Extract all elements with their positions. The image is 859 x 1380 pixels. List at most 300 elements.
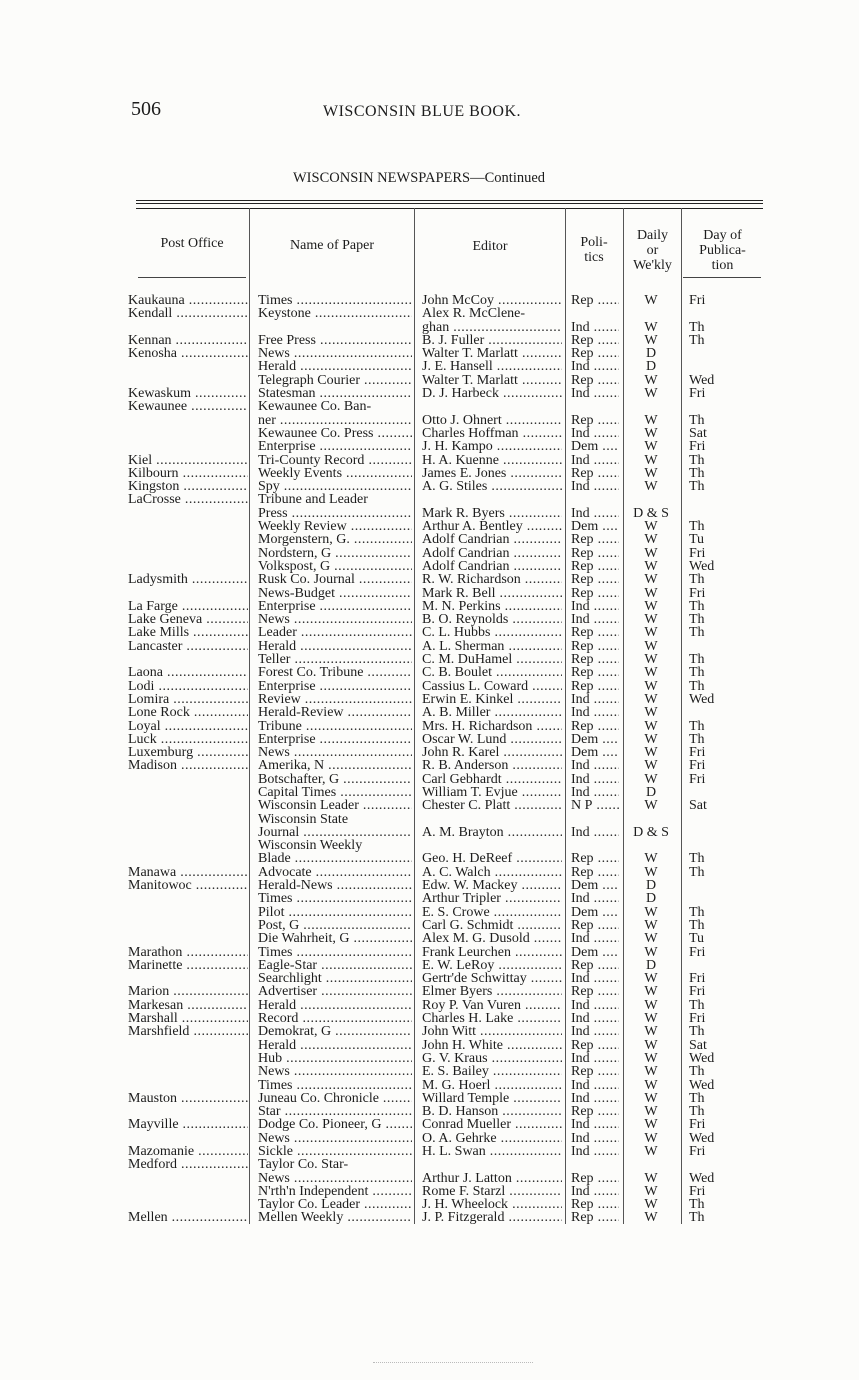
paper-name-cell: Kewaunee Co. Ban- <box>258 400 372 414</box>
editor-cell: E. S. Bailey ..... <box>422 1065 562 1078</box>
table-row <box>0 999 859 1012</box>
paper-name-cell: Herald-News ..... <box>258 879 412 892</box>
politics-cell: Rep ..... <box>571 334 619 347</box>
publication-day-cell: Fri <box>689 985 706 999</box>
editor-cell: Arthur J. Latton ..... <box>422 1172 562 1185</box>
frequency-cell: W <box>644 520 658 534</box>
header-daily-weekly <box>624 228 681 273</box>
table-row <box>0 759 859 772</box>
editor-cell: Alex R. McClene- <box>422 307 526 321</box>
post-office-cell: Marathon ..... <box>128 946 248 959</box>
post-office-cell: Marion ..... <box>128 985 248 998</box>
table-row <box>0 347 859 360</box>
table-row <box>0 626 859 639</box>
post-office-cell: Manawa ..... <box>128 866 248 879</box>
editor-cell: Walter T. Marlatt ..... <box>422 374 562 387</box>
publication-day-cell: Th <box>689 732 705 747</box>
post-office-cell: Kilbourn ..... <box>128 467 248 480</box>
post-office-cell: Kennan ..... <box>128 334 248 347</box>
editor-cell: Gertr'de Schwittay ..... <box>422 972 562 985</box>
frequency-cell: W <box>644 320 658 334</box>
paper-name-cell: Wisconsin Weekly <box>258 839 363 853</box>
post-office-cell: Marshall ..... <box>128 1012 248 1025</box>
politics-cell: Rep ..... <box>571 959 619 972</box>
paper-name-cell: Wisconsin Leader ..... <box>258 799 412 812</box>
paper-name-cell: Press ..... <box>258 507 412 520</box>
post-office-cell: La Farge ..... <box>128 600 248 613</box>
frequency-cell: W <box>644 1065 658 1079</box>
table-row <box>0 653 859 666</box>
table-row <box>0 600 859 613</box>
header-daily-line: We'kly <box>633 258 672 273</box>
politics-cell: Ind ..... <box>571 1092 619 1105</box>
paper-name-cell: Journal ..... <box>258 826 412 839</box>
publication-day-cell: Th <box>689 852 705 866</box>
table-row <box>0 480 859 493</box>
header-top-rule <box>136 208 763 209</box>
post-office-cell: Kenosha ..... <box>128 347 248 360</box>
publication-day-cell: Wed <box>689 559 715 574</box>
politics-cell: Rep ..... <box>571 1211 619 1224</box>
paper-name-cell: Wisconsin State <box>258 812 349 826</box>
publication-day-cell: Tu <box>689 932 705 946</box>
frequency-cell: D <box>645 892 657 906</box>
editor-cell: John McCoy ..... <box>422 294 562 307</box>
publication-day-cell: Th <box>689 1065 705 1079</box>
paper-name-cell: Rusk Co. Journal ..... <box>258 573 412 586</box>
editor-cell: R. W. Richardson ..... <box>422 573 562 586</box>
post-office-cell: Lancaster ..... <box>128 640 248 653</box>
post-office-cell: Mauston ..... <box>128 1092 248 1105</box>
paper-name-cell: Searchlight ..... <box>258 972 412 985</box>
paper-name-cell: Mellen Weekly ..... <box>258 1211 412 1224</box>
frequency-cell: W <box>644 945 658 959</box>
publication-day-cell: Th <box>689 1025 705 1039</box>
table-row <box>0 1105 859 1118</box>
politics-cell: Rep ..... <box>571 414 619 427</box>
publication-day-cell: Th <box>689 1198 705 1212</box>
editor-cell: John H. White ..... <box>422 1039 562 1052</box>
table-row <box>0 360 859 373</box>
frequency-cell: W <box>644 972 658 986</box>
publication-day-cell: Th <box>689 413 705 427</box>
paper-name-cell: News ..... <box>258 1172 412 1185</box>
publication-day-cell: Th <box>689 998 705 1013</box>
publication-day-cell: Th <box>689 333 705 348</box>
table-row <box>0 640 859 653</box>
politics-cell: Ind ..... <box>571 999 619 1012</box>
post-office-cell: Madison ..... <box>128 759 248 772</box>
frequency-cell: W <box>644 466 658 481</box>
post-office-cell: Markesan ..... <box>128 999 248 1012</box>
publication-day-cell: Fri <box>689 294 706 308</box>
politics-cell: Rep ..... <box>571 852 619 865</box>
table-title: WISCONSIN NEWSPAPERS—Continued <box>293 170 546 186</box>
frequency-cell: W <box>644 746 658 760</box>
frequency-cell: W <box>644 426 658 441</box>
paper-name-cell: News ..... <box>258 347 412 360</box>
politics-cell: Ind ..... <box>571 507 619 520</box>
publication-day-cell: Fri <box>689 546 706 560</box>
editor-cell: J. H. Wheelock ..... <box>422 1198 562 1211</box>
frequency-cell: D <box>645 785 657 800</box>
header-post-office: Post Office <box>160 236 224 251</box>
paper-name-cell: Advertiser ..... <box>258 985 412 998</box>
editor-cell: B. J. Fuller ..... <box>422 334 562 347</box>
paper-name-cell: News ..... <box>258 746 412 759</box>
editor-cell: J. P. Fitzgerald ..... <box>422 1211 562 1224</box>
table-row <box>0 706 859 719</box>
table-row <box>0 1211 859 1224</box>
post-office-cell: Mayville ..... <box>128 1118 248 1131</box>
editor-cell: G. V. Kraus ..... <box>422 1052 562 1065</box>
newspaper-table-body <box>0 294 859 1225</box>
header-editor: Editor <box>472 239 508 254</box>
frequency-cell: D & S <box>633 825 669 840</box>
publication-day-cell: Th <box>689 1211 705 1225</box>
frequency-cell: W <box>644 639 658 654</box>
frequency-cell: W <box>644 599 658 614</box>
editor-cell: Walter T. Marlatt ..... <box>422 347 562 360</box>
frequency-cell: W <box>644 772 658 786</box>
politics-cell: Rep ..... <box>571 533 619 546</box>
post-office-cell: Medford ..... <box>128 1158 248 1171</box>
frequency-cell: W <box>644 852 658 866</box>
table-row <box>0 414 859 427</box>
table-row <box>0 932 859 945</box>
politics-cell: Rep ..... <box>571 587 619 600</box>
frequency-cell: W <box>644 387 658 401</box>
frequency-cell: W <box>644 1025 658 1039</box>
frequency-cell: W <box>644 440 658 454</box>
table-row <box>0 440 859 453</box>
politics-cell: Ind ..... <box>571 1052 619 1065</box>
paper-name-cell: Weekly Events ..... <box>258 467 412 480</box>
publication-day-cell: Th <box>689 520 705 534</box>
paper-name-cell: Eagle-Star ..... <box>258 959 412 972</box>
publication-day-cell: Wed <box>689 373 715 388</box>
frequency-cell: W <box>644 719 658 733</box>
paper-name-cell: Sickle ..... <box>258 1145 412 1158</box>
frequency-cell: W <box>644 865 658 880</box>
editor-cell: D. J. Harbeck ..... <box>422 387 562 400</box>
header-day-line: Publica- <box>699 243 746 258</box>
paper-name-cell: Times ..... <box>258 946 412 959</box>
politics-cell: Ind ..... <box>571 360 619 373</box>
header-politics <box>567 235 621 265</box>
frequency-cell: W <box>644 706 658 720</box>
editor-cell: Mark R. Bell ..... <box>422 587 562 600</box>
publication-day-cell: Sat <box>689 426 707 441</box>
frequency-cell: W <box>644 1198 658 1212</box>
table-row <box>0 906 859 919</box>
editor-cell: A. G. Stiles ..... <box>422 480 562 493</box>
paper-name-cell: News-Budget ..... <box>258 587 412 600</box>
publication-day-cell: Th <box>689 1105 705 1119</box>
editor-cell: Chester C. Platt ..... <box>422 799 562 812</box>
table-row <box>0 560 859 573</box>
paper-name-cell: Statesman ..... <box>258 387 412 400</box>
editor-cell: M. G. Hoerl ..... <box>422 1079 562 1092</box>
paper-name-cell: Tribune and Leader <box>258 493 368 507</box>
politics-cell: Rep ..... <box>571 347 619 360</box>
post-office-cell: Marshfield ..... <box>128 1025 248 1038</box>
frequency-cell: W <box>644 546 658 560</box>
politics-cell: Rep ..... <box>571 985 619 998</box>
table-row <box>0 813 859 826</box>
table-row <box>0 919 859 932</box>
politics-cell: Rep ..... <box>571 640 619 653</box>
politics-cell: Ind ..... <box>571 600 619 613</box>
post-office-cell: Lodi ..... <box>128 680 248 693</box>
editor-cell: Mark R. Byers ..... <box>422 507 562 520</box>
politics-cell: Rep ..... <box>571 720 619 733</box>
editor-cell: A. C. Walch ..... <box>422 866 562 879</box>
table-row <box>0 547 859 560</box>
paper-name-cell: Free Press ..... <box>258 334 412 347</box>
editor-cell: Carl Gebhardt ..... <box>422 773 562 786</box>
paper-name-cell: Herald ..... <box>258 1039 412 1052</box>
politics-cell: Dem ..... <box>571 879 619 892</box>
header-daily-line: or <box>646 243 659 258</box>
running-head: WISCONSIN BLUE BOOK. <box>323 103 521 120</box>
politics-cell: Ind ..... <box>571 786 619 799</box>
frequency-cell: W <box>644 626 658 640</box>
publication-day-cell: Sat <box>689 1038 707 1052</box>
frequency-cell: W <box>644 533 658 547</box>
publication-day-cell: Th <box>689 666 705 680</box>
table-row <box>0 493 859 506</box>
politics-cell: Ind ..... <box>571 1025 619 1038</box>
politics-cell: Rep ..... <box>571 1065 619 1078</box>
editor-cell: C. M. DuHamel ..... <box>422 653 562 666</box>
editor-cell: A. L. Sherman ..... <box>422 640 562 653</box>
table-row <box>0 1185 859 1198</box>
table-row <box>0 1158 859 1171</box>
frequency-cell: W <box>644 679 658 693</box>
frequency-cell: W <box>644 918 658 933</box>
table-row <box>0 693 859 706</box>
politics-cell: Dem ..... <box>571 733 619 746</box>
publication-day-cell: Th <box>689 480 705 494</box>
table-row <box>0 1012 859 1025</box>
frequency-cell: D <box>645 347 657 361</box>
politics-cell: Ind ..... <box>571 759 619 772</box>
table-row <box>0 959 859 972</box>
publication-day-cell: Wed <box>689 1171 715 1185</box>
table-row <box>0 799 859 812</box>
politics-cell: Ind ..... <box>571 1012 619 1025</box>
editor-cell: Rome F. Starzl ..... <box>422 1185 562 1198</box>
paper-name-cell: Capital Times ..... <box>258 786 412 799</box>
page-number: 506 <box>131 98 161 120</box>
paper-name-cell: Tri-County Record ..... <box>258 454 412 467</box>
paper-name-cell: Amerika, N ..... <box>258 759 412 772</box>
publication-day-cell: Th <box>689 573 705 587</box>
table-row <box>0 613 859 626</box>
paper-name-cell: Nordstern, G ..... <box>258 547 412 560</box>
publication-day-cell: Tu <box>689 533 705 547</box>
frequency-cell: W <box>644 559 658 574</box>
politics-cell: Ind ..... <box>571 706 619 719</box>
header-politics-line: tics <box>584 250 604 265</box>
editor-cell: B. D. Hanson ..... <box>422 1105 562 1118</box>
publication-day-cell: Wed <box>689 1051 715 1066</box>
header-paper: Name of Paper <box>290 238 374 253</box>
publication-day-cell: Wed <box>689 1078 715 1092</box>
publication-day-cell: Fri <box>689 759 706 773</box>
editor-cell: Elmer Byers ..... <box>422 985 562 998</box>
post-office-cell: Luck ..... <box>128 733 248 746</box>
frequency-cell: W <box>644 480 658 494</box>
politics-cell: Rep ..... <box>571 573 619 586</box>
paper-name-cell: Kewaunee Co. Press ..... <box>258 427 412 440</box>
table-row <box>0 839 859 852</box>
publication-day-cell: Th <box>689 905 705 919</box>
header-day-line: Day of <box>703 228 742 243</box>
frequency-cell: W <box>644 666 658 680</box>
publication-day-cell: Th <box>689 453 705 467</box>
frequency-cell: W <box>644 1038 658 1052</box>
table-row <box>0 507 859 520</box>
paper-name-cell: News ..... <box>258 1132 412 1145</box>
table-row <box>0 1172 859 1185</box>
post-office-cell: Lone Rock ..... <box>128 706 248 719</box>
publication-day-cell: Fri <box>689 972 706 986</box>
frequency-cell: W <box>644 1051 658 1066</box>
post-office-cell: Lake Mills ..... <box>128 626 248 639</box>
paper-name-cell: Hub ..... <box>258 1052 412 1065</box>
politics-cell: Ind ..... <box>571 427 619 440</box>
politics-cell: Rep ..... <box>571 626 619 639</box>
frequency-cell: W <box>644 799 658 813</box>
politics-cell: Ind ..... <box>571 826 619 839</box>
paper-name-cell: Taylor Co. Leader ..... <box>258 1198 412 1211</box>
table-row <box>0 387 859 400</box>
table-row <box>0 852 859 865</box>
table-row <box>0 374 859 387</box>
post-office-cell: Luxemburg ..... <box>128 746 248 759</box>
paper-name-cell: Star ..... <box>258 1105 412 1118</box>
editor-cell: Erwin E. Kinkel ..... <box>422 693 562 706</box>
frequency-cell: W <box>644 333 658 348</box>
editor-cell: James E. Jones ..... <box>422 467 562 480</box>
paper-name-cell: Telegraph Courier ..... <box>258 374 412 387</box>
politics-cell: Rep ..... <box>571 1172 619 1185</box>
publication-day-cell: Fri <box>689 440 706 454</box>
table-row <box>0 746 859 759</box>
table-row <box>0 1092 859 1105</box>
table-row <box>0 892 859 905</box>
frequency-cell: D <box>645 879 657 893</box>
frequency-cell: W <box>644 294 658 308</box>
politics-cell: Rep ..... <box>571 666 619 679</box>
politics-cell: Ind ..... <box>571 321 619 334</box>
paper-name-cell: Herald ..... <box>258 640 412 653</box>
publication-day-cell: Th <box>689 865 705 880</box>
paper-name-cell: News ..... <box>258 1065 412 1078</box>
politics-cell: Rep ..... <box>571 919 619 932</box>
politics-cell: Ind ..... <box>571 480 619 493</box>
politics-cell: Ind ..... <box>571 454 619 467</box>
paper-name-cell: N'rth'n Independent ..... <box>258 1185 412 1198</box>
politics-cell: Ind ..... <box>571 773 619 786</box>
paper-name-cell: Record ..... <box>258 1012 412 1025</box>
paper-name-cell: Botschafter, G ..... <box>258 773 412 786</box>
post-office-cell: Lake Geneva ..... <box>128 613 248 626</box>
editor-cell: Willard Temple ..... <box>422 1092 562 1105</box>
frequency-cell: W <box>644 692 658 707</box>
paper-name-cell: ner ..... <box>258 414 412 427</box>
politics-cell: Rep ..... <box>571 560 619 573</box>
header-underline <box>138 277 246 278</box>
header-underline <box>683 277 761 278</box>
editor-cell: Alex M. G. Dusold ..... <box>422 932 562 945</box>
table-row <box>0 321 859 334</box>
header-daily-line: Daily <box>636 228 669 243</box>
editor-cell: Adolf Candrian ..... <box>422 547 562 560</box>
editor-cell: H. A. Kuenne ..... <box>422 454 562 467</box>
table-row <box>0 454 859 467</box>
table-row <box>0 533 859 546</box>
table-row <box>0 467 859 480</box>
politics-cell: Ind ..... <box>571 892 619 905</box>
politics-cell: Rep ..... <box>571 294 619 307</box>
publication-day-cell: Sat <box>689 799 707 813</box>
frequency-cell: W <box>644 1211 658 1225</box>
editor-cell: Carl G. Schmidt ..... <box>422 919 562 932</box>
paper-name-cell: Die Wahrheit, G ..... <box>258 932 412 945</box>
paper-name-cell: Herald ..... <box>258 360 412 373</box>
editor-cell: O. A. Gehrke ..... <box>422 1132 562 1145</box>
frequency-cell: W <box>644 653 658 667</box>
table-row <box>0 733 859 746</box>
post-office-cell: Kiel ..... <box>128 454 248 467</box>
table-row <box>0 1065 859 1078</box>
frequency-cell: W <box>644 998 658 1013</box>
publication-day-cell: Th <box>689 1091 705 1106</box>
post-office-cell: Manitowoc ..... <box>128 879 248 892</box>
editor-cell: Otto J. Ohnert ..... <box>422 414 562 427</box>
paper-name-cell: Dodge Co. Pioneer, G ..... <box>258 1118 412 1131</box>
paper-name-cell: Post, G ..... <box>258 919 412 932</box>
table-row <box>0 294 859 307</box>
publication-day-cell: Fri <box>689 387 706 401</box>
politics-cell: Rep ..... <box>571 467 619 480</box>
editor-cell: A. B. Miller ..... <box>422 706 562 719</box>
paper-name-cell: Demokrat, G ..... <box>258 1025 412 1038</box>
paper-name-cell: Morgenstern, G. ..... <box>258 533 412 546</box>
frequency-cell: W <box>644 1012 658 1026</box>
post-office-cell: Kaukauna ..... <box>128 294 248 307</box>
page-edge-marks <box>373 1362 533 1363</box>
editor-cell: John Witt ..... <box>422 1025 562 1038</box>
publication-day-cell: Th <box>689 918 705 933</box>
politics-cell: Dem ..... <box>571 906 619 919</box>
paper-name-cell: Tribune ..... <box>258 720 412 733</box>
frequency-cell: W <box>644 932 658 946</box>
politics-cell: Ind ..... <box>571 1185 619 1198</box>
post-office-cell: Mellen ..... <box>128 1211 248 1224</box>
paper-name-cell: Volkspost, G ..... <box>258 560 412 573</box>
paper-name-cell: Forest Co. Tribune ..... <box>258 666 412 679</box>
editor-cell: Arthur A. Bentley ..... <box>422 520 562 533</box>
paper-name-cell: Juneau Co. Chronicle ..... <box>258 1092 412 1105</box>
frequency-cell: W <box>644 1131 658 1145</box>
paper-name-cell: Herald-Review ..... <box>258 706 412 719</box>
editor-cell: John R. Karel ..... <box>422 746 562 759</box>
editor-cell: Adolf Candrian ..... <box>422 560 562 573</box>
